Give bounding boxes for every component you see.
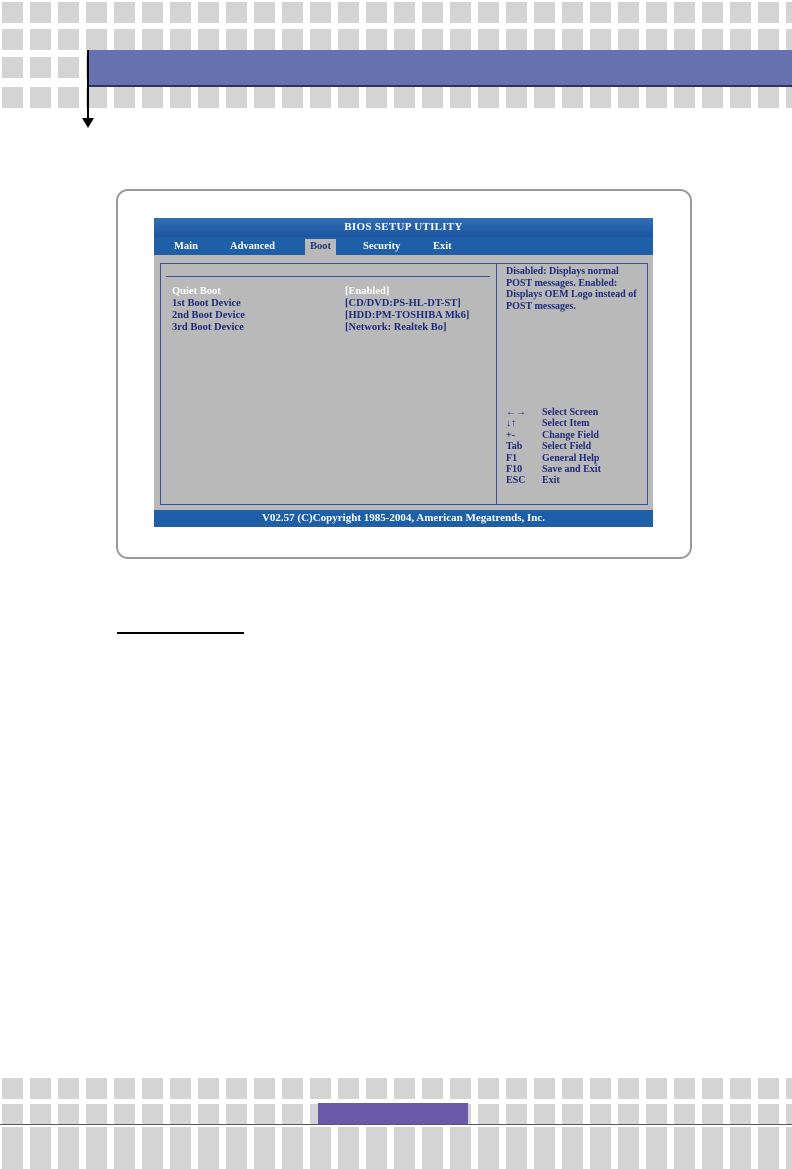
- setting-label: 3rd Boot Device: [172, 322, 244, 333]
- setting-3rd-boot-device[interactable]: [161, 322, 496, 334]
- setting-label: 2nd Boot Device: [172, 310, 245, 321]
- bios-body: [160, 263, 648, 505]
- key-desc: Select Screen: [542, 407, 599, 418]
- top-tile-row-4: [0, 87, 792, 108]
- setting-value: [Enabled]: [345, 286, 390, 297]
- setting-value: [CD/DVD:PS-HL-DT-ST]: [345, 298, 461, 309]
- setting-label: Quiet Boot: [172, 286, 221, 297]
- bottom-tile-row-3: [0, 1127, 792, 1148]
- tab-advanced[interactable]: Advanced: [230, 241, 275, 252]
- key-desc: Select Item: [542, 418, 590, 430]
- tab-main[interactable]: Main: [174, 241, 198, 252]
- tab-security[interactable]: Security: [363, 241, 401, 252]
- key-desc: Select Field: [542, 441, 592, 453]
- help-text: Disabled: Displays normal POST messages. Enabled: Displays OEM Logo instead of POST messages.: [506, 266, 637, 312]
- key-desc: General Help: [542, 452, 600, 464]
- setting-value: [HDD:PM-TOSHIBA Mk6]: [345, 310, 470, 321]
- setting-1st-boot-device[interactable]: [161, 298, 496, 310]
- header-pointer-line: [87, 50, 89, 122]
- page-number-pill: [318, 1103, 468, 1125]
- help-pane: [504, 264, 644, 504]
- top-tile-row-3: [0, 57, 87, 78]
- top-tile-row-2: [0, 29, 792, 50]
- setting-label: 1st Boot Device: [172, 298, 241, 309]
- chapter-header-bar: [87, 50, 792, 87]
- settings-pane: [161, 264, 497, 504]
- bottom-tile-row-1: [0, 1078, 792, 1099]
- key-name: F10: [506, 464, 523, 475]
- bios-tab-bar: [154, 237, 653, 255]
- key-name: Tab: [506, 441, 523, 453]
- setting-2nd-boot-device[interactable]: [161, 310, 496, 322]
- settings-divider: [166, 276, 490, 277]
- bios-title: BIOS SETUP UTILITY: [154, 218, 653, 237]
- bios-copyright-footer: V02.57 (C)Copyright 1985-2004, American Megatrends, Inc.: [154, 510, 653, 527]
- setting-quiet-boot[interactable]: [161, 286, 496, 298]
- key-name: +-: [506, 429, 516, 441]
- key-desc: Save and Exit: [542, 464, 601, 475]
- bios-setup-screen: [154, 218, 653, 527]
- key-name: F1: [506, 452, 518, 464]
- key-desc: Change Field: [542, 429, 599, 441]
- key-name: ←→: [506, 407, 526, 418]
- setting-value: [Network: Realtek Bo]: [345, 322, 447, 333]
- key-name: ↓↑: [506, 418, 516, 430]
- arrow-down-icon: [82, 118, 94, 128]
- key-name: ESC: [506, 475, 526, 487]
- tab-exit[interactable]: Exit: [433, 241, 452, 252]
- bottom-tile-row-4: [0, 1148, 792, 1169]
- key-desc: Exit: [542, 475, 560, 487]
- footer-rule: [0, 1124, 792, 1125]
- section-underline: [117, 632, 244, 634]
- top-tile-row-1: [0, 2, 792, 23]
- tab-boot[interactable]: Boot: [305, 239, 336, 255]
